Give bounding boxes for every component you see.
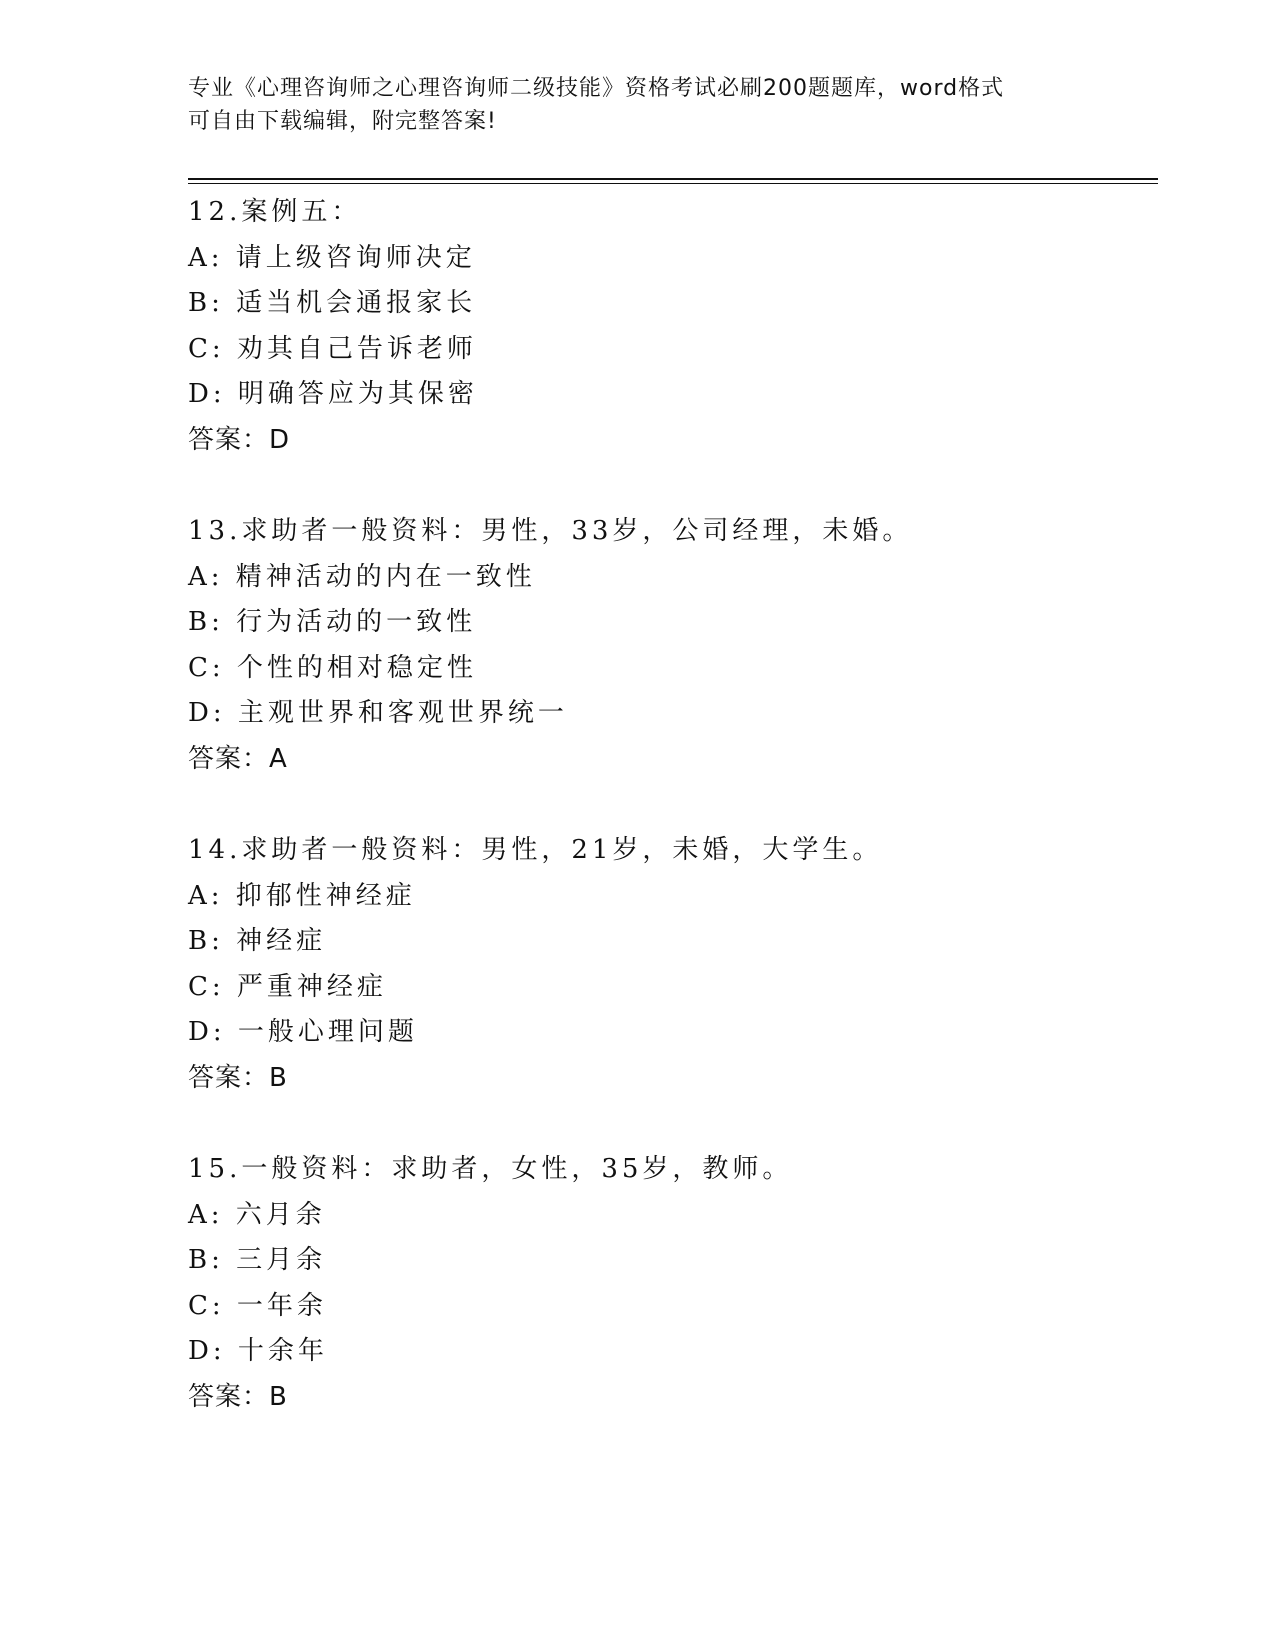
option-d: D: 一般心理问题 bbox=[188, 1017, 418, 1047]
question-stem: 13.求助者一般资料：男性，33岁，公司经理，未婚。 bbox=[188, 516, 913, 546]
question-item bbox=[188, 1147, 1148, 1420]
question-stem: 12.案例五： bbox=[188, 197, 362, 227]
option-c: C: 劝其自己告诉老师 bbox=[188, 333, 477, 364]
header-title-line-2: 可自由下载编辑，附完整答案! bbox=[188, 109, 497, 134]
option-b: B: 三月余 bbox=[188, 1245, 327, 1275]
option-c: C: 严重神经症 bbox=[188, 971, 387, 1002]
option-d: D: 明确答应为其保密 bbox=[188, 379, 478, 409]
question-stem: 15.一般资料：求助者，女性，35岁，教师。 bbox=[188, 1154, 793, 1184]
answer-label: 答案：A bbox=[188, 743, 288, 774]
option-a: A: 抑郁性神经症 bbox=[188, 880, 416, 911]
option-b: B: 神经症 bbox=[188, 926, 327, 956]
option-a: A: 六月余 bbox=[188, 1199, 326, 1230]
option-b: B: 行为活动的一致性 bbox=[188, 607, 477, 637]
option-a: A: 请上级咨询师决定 bbox=[188, 242, 476, 273]
option-a: A: 精神活动的内在一致性 bbox=[188, 561, 536, 592]
question-item bbox=[188, 190, 1148, 463]
question-item bbox=[188, 828, 1148, 1101]
answer-label: 答案：B bbox=[188, 1381, 288, 1412]
header-divider-thick bbox=[188, 178, 1158, 180]
option-d: D: 主观世界和客观世界统一 bbox=[188, 698, 568, 728]
answer-label: 答案：D bbox=[188, 424, 291, 455]
header-divider-thin bbox=[188, 183, 1158, 184]
option-d: D: 十余年 bbox=[188, 1336, 328, 1366]
question-list bbox=[188, 190, 1148, 1466]
option-b: B: 适当机会通报家长 bbox=[188, 288, 477, 318]
option-c: C: 一年余 bbox=[188, 1290, 327, 1321]
answer-label: 答案：B bbox=[188, 1062, 288, 1093]
question-stem: 14.求助者一般资料：男性，21岁，未婚，大学生。 bbox=[188, 835, 883, 865]
document-header bbox=[188, 72, 1068, 138]
header-title-line-1: 专业《心理咨询师之心理咨询师二级技能》资格考试必刷200题题库，word格式 bbox=[188, 76, 1005, 101]
question-item bbox=[188, 509, 1148, 782]
option-c: C: 个性的相对稳定性 bbox=[188, 652, 477, 683]
